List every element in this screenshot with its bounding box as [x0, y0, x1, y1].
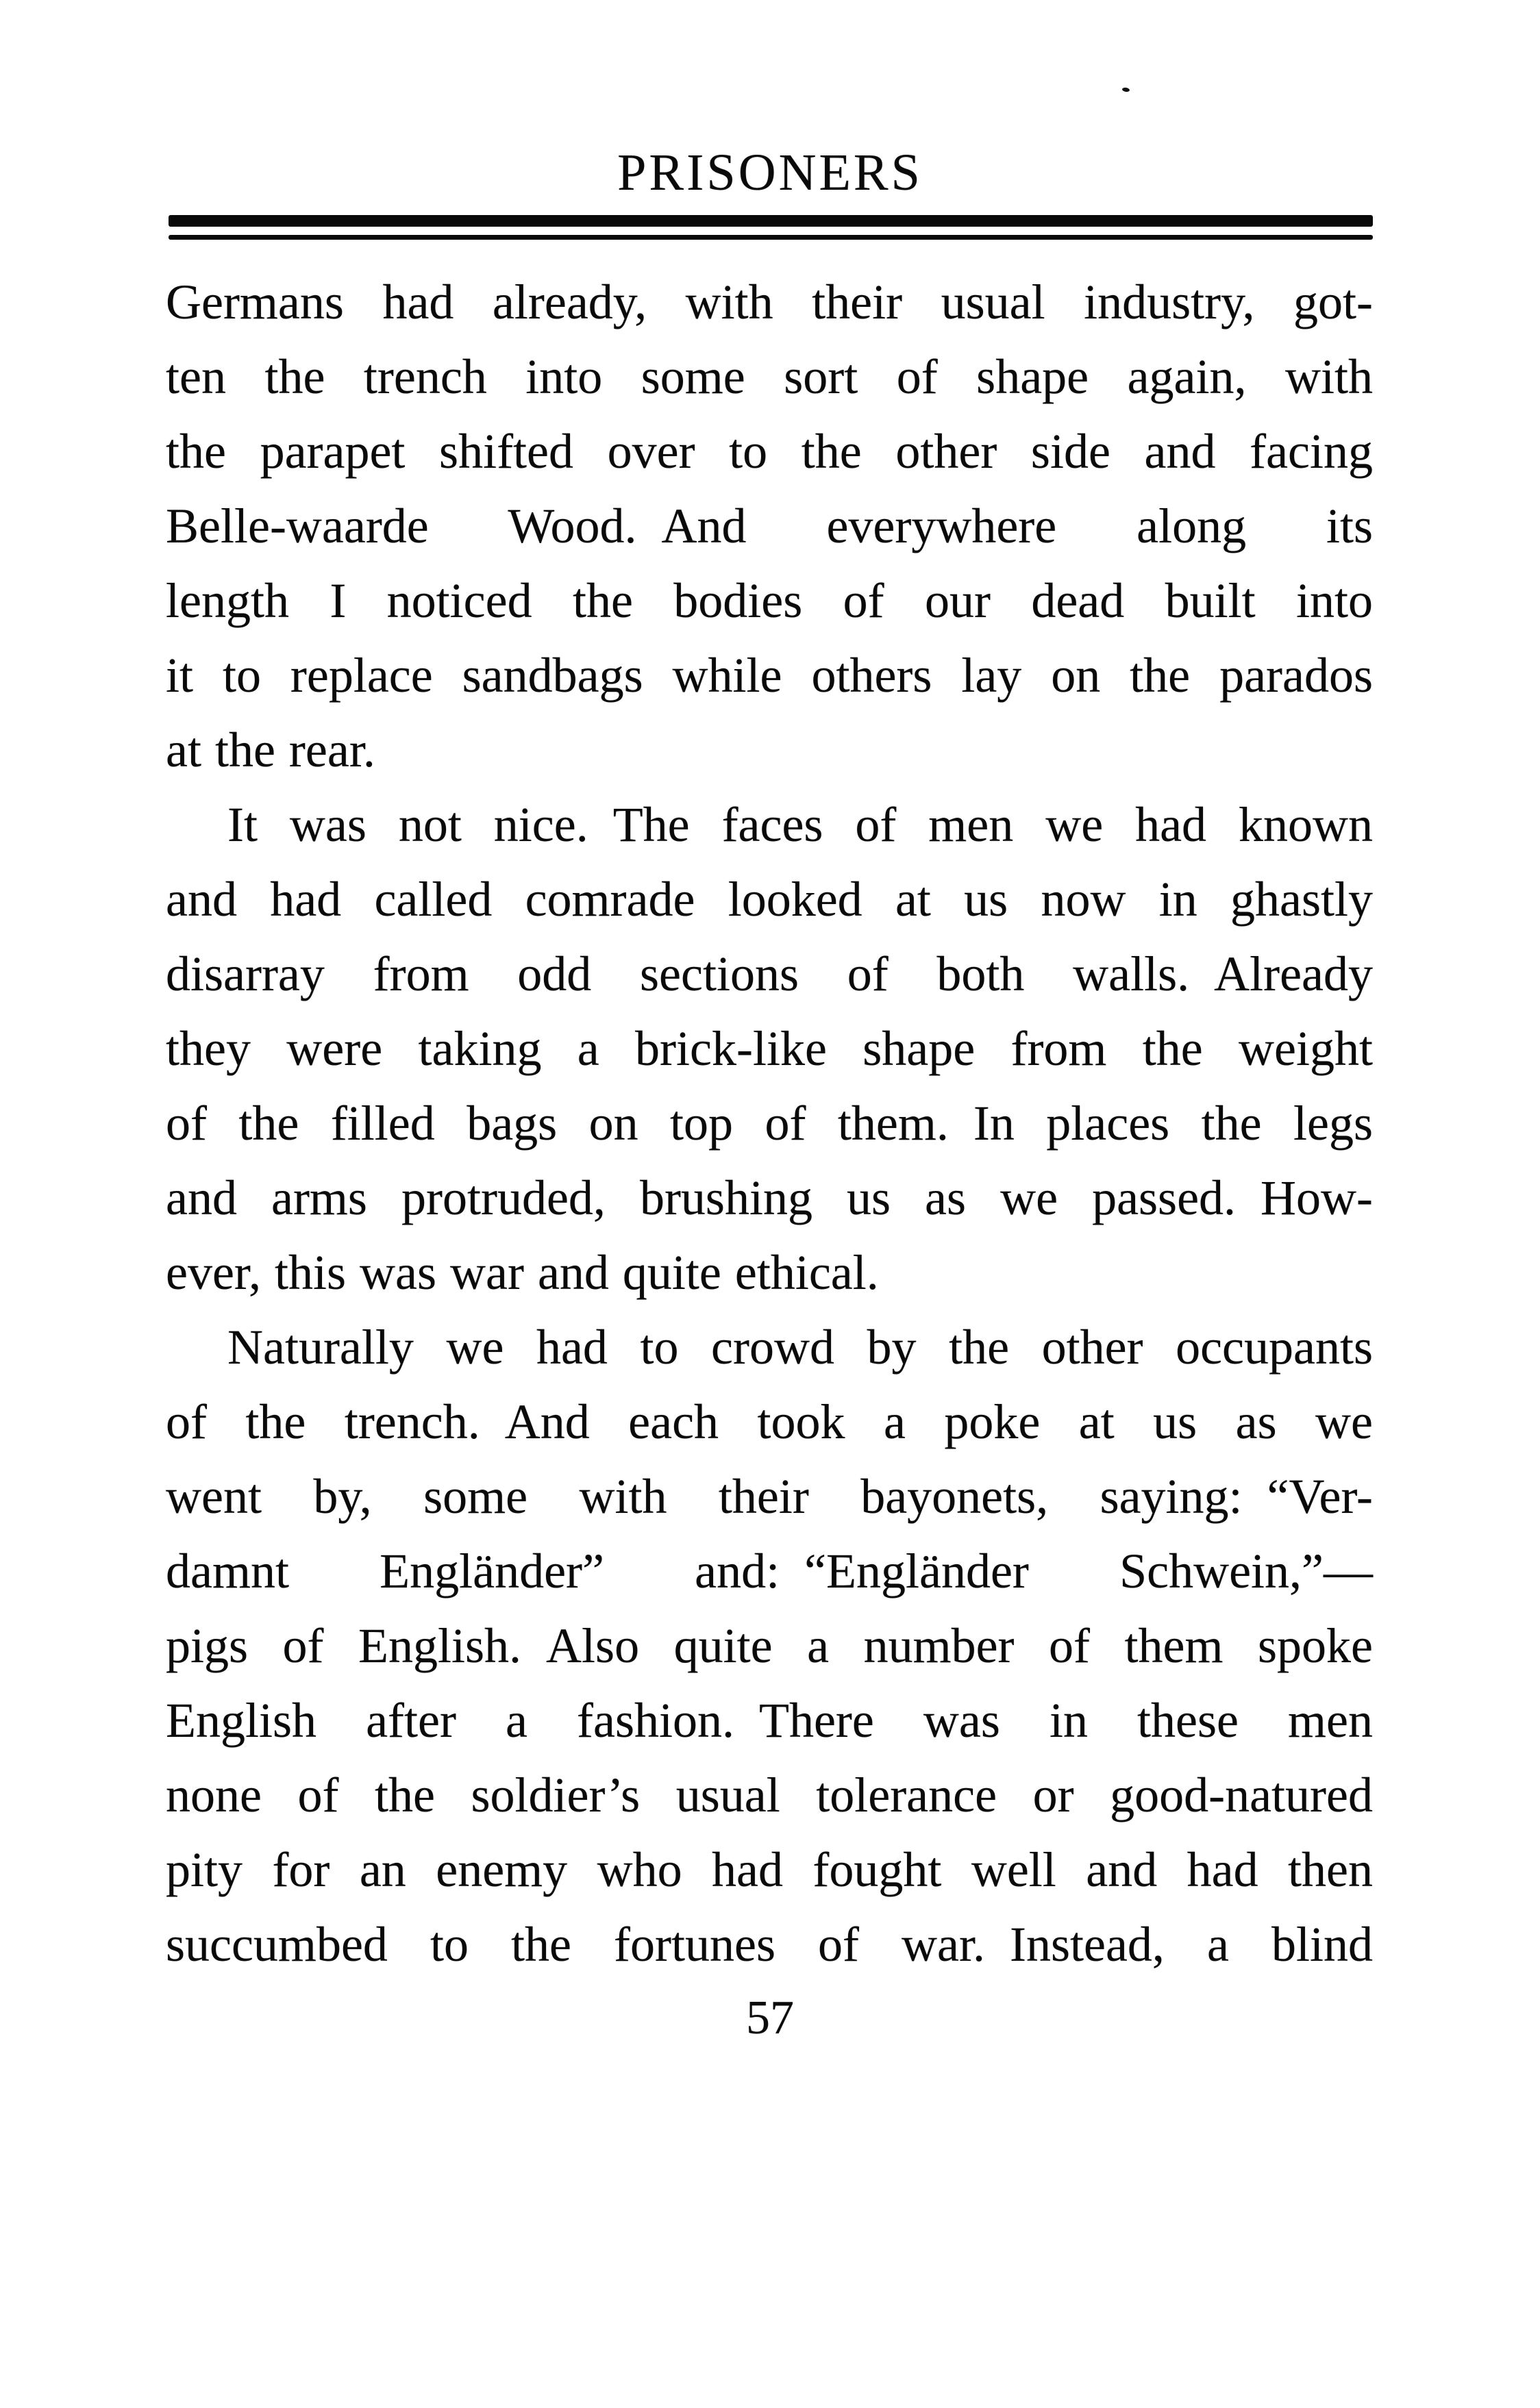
text-line: pigs of English. Also quite a number of them spoke: [166, 1618, 1373, 1673]
header-rule-thin: [169, 235, 1373, 240]
text-line: disarray from odd sections of both walls. Already: [166, 946, 1373, 1001]
running-head: PRISONERS: [617, 144, 923, 201]
text-line: they were taking a brick-like shape from the weight: [166, 1021, 1373, 1076]
text-line: of the trench. And each took a poke at us as we: [166, 1394, 1373, 1449]
text-line: went by, some with their bayonets, saying: “Ver-: [166, 1469, 1373, 1524]
text-line: and arms protruded, brushing us as we passed. How-: [166, 1170, 1373, 1225]
text-line: and had called comrade looked at us now in ghastly: [166, 872, 1373, 927]
text-line: Germans had already, with their usual industry, got-: [166, 275, 1373, 329]
text-line: at the rear.: [166, 723, 375, 777]
text-line: It was not nice. The faces of men we had known: [227, 797, 1373, 852]
text-line: English after a fashion. There was in these men: [166, 1693, 1373, 1748]
text-line: Naturally we had to crowd by the other occupants: [227, 1320, 1373, 1375]
text-line: of the filled bags on top of them. In places the legs: [166, 1096, 1373, 1151]
text-line: damnt Engländer” and: “Engländer Schwein,”—: [166, 1544, 1373, 1598]
text-line: ever, this was war and quite ethical.: [166, 1245, 879, 1300]
text-line: succumbed to the fortunes of war. Instead, a blind: [166, 1917, 1373, 1972]
text-line: Belle-waarde Wood. And everywhere along its: [166, 499, 1373, 553]
text-line: pity for an enemy who had fought well and had then: [166, 1842, 1373, 1897]
body-text: [166, 265, 1373, 1982]
ink-speck: [1122, 87, 1130, 92]
text-line: the parapet shifted over to the other side and facing: [166, 424, 1373, 479]
page-number: 57: [746, 1992, 794, 2044]
text-line: it to replace sandbags while others lay on the parados: [166, 648, 1373, 703]
text-line: none of the soldier’s usual tolerance or good-natured: [166, 1768, 1373, 1822]
text-line: ten the trench into some sort of shape again, with: [166, 349, 1373, 404]
text-line: length I noticed the bodies of our dead built into: [166, 573, 1373, 628]
header-rule-thick: [169, 215, 1373, 227]
